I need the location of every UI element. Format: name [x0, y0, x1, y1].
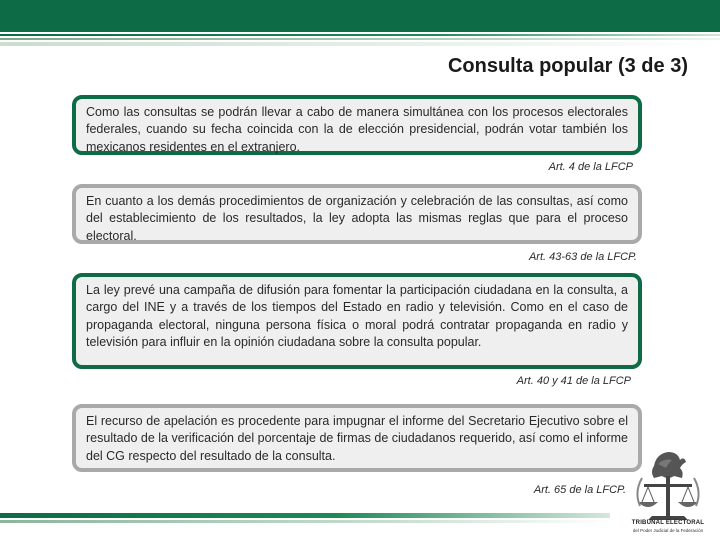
info-box-text: Como las consultas se podrán llevar a cabo de manera simultánea con los procesos electorales federales, cuando su fecha coincida con la de elección presidencial, podrán votar también los mexicanos residentes en el extranjero. — [86, 105, 628, 154]
info-box-text: En cuanto a los demás procedimientos de organización y celebración de las consultas, así como del establecimiento de los resultados, la ley adopta las mismas reglas que para el proceso electoral. — [86, 194, 628, 243]
header-stripe — [0, 34, 720, 36]
top-header-band — [0, 0, 720, 32]
header-stripe — [0, 38, 720, 40]
article-reference: Art. 43-63 de la LFCP. — [528, 251, 637, 263]
info-box-4 — [72, 404, 642, 472]
article-reference: Art. 65 de la LFCP. — [533, 484, 626, 496]
info-box-text: El recurso de apelación es procedente para impugnar el informe del Secretario Ejecutivo sobre el resultado de la verificación del porcentaje de firmas de ciudadanos requerido, así como el informe del CG respecto del resultado de la consulta. — [86, 414, 628, 463]
info-box-text: La ley prevé una campaña de difusión para fomentar la participación ciudadana en la consulta, a cargo del INE y a través de los tiempos del Estado en radio y televisión. Como en el caso de propaganda electoral, ninguna persona física o moral podrá contratar propaganda en radio y televisión para influir en la opinión ciudadana sobre la consulta popular. — [86, 283, 628, 349]
logo-name: TRIBUNAL ELECTORAL — [631, 520, 705, 526]
info-box-1 — [72, 95, 642, 155]
info-box-2 — [72, 184, 642, 244]
info-box-3 — [72, 273, 642, 369]
footer-stripe — [0, 520, 610, 523]
header-stripe — [0, 42, 720, 46]
slide-title: Consulta popular (3 de 3) — [447, 55, 688, 77]
footer-stripe — [0, 513, 610, 518]
article-reference: Art. 40 y 41 de la LFCP — [516, 375, 631, 387]
article-reference: Art. 4 de la LFCP — [548, 161, 633, 173]
logo-subtitle: del Poder Judicial de la Federación — [632, 528, 704, 533]
